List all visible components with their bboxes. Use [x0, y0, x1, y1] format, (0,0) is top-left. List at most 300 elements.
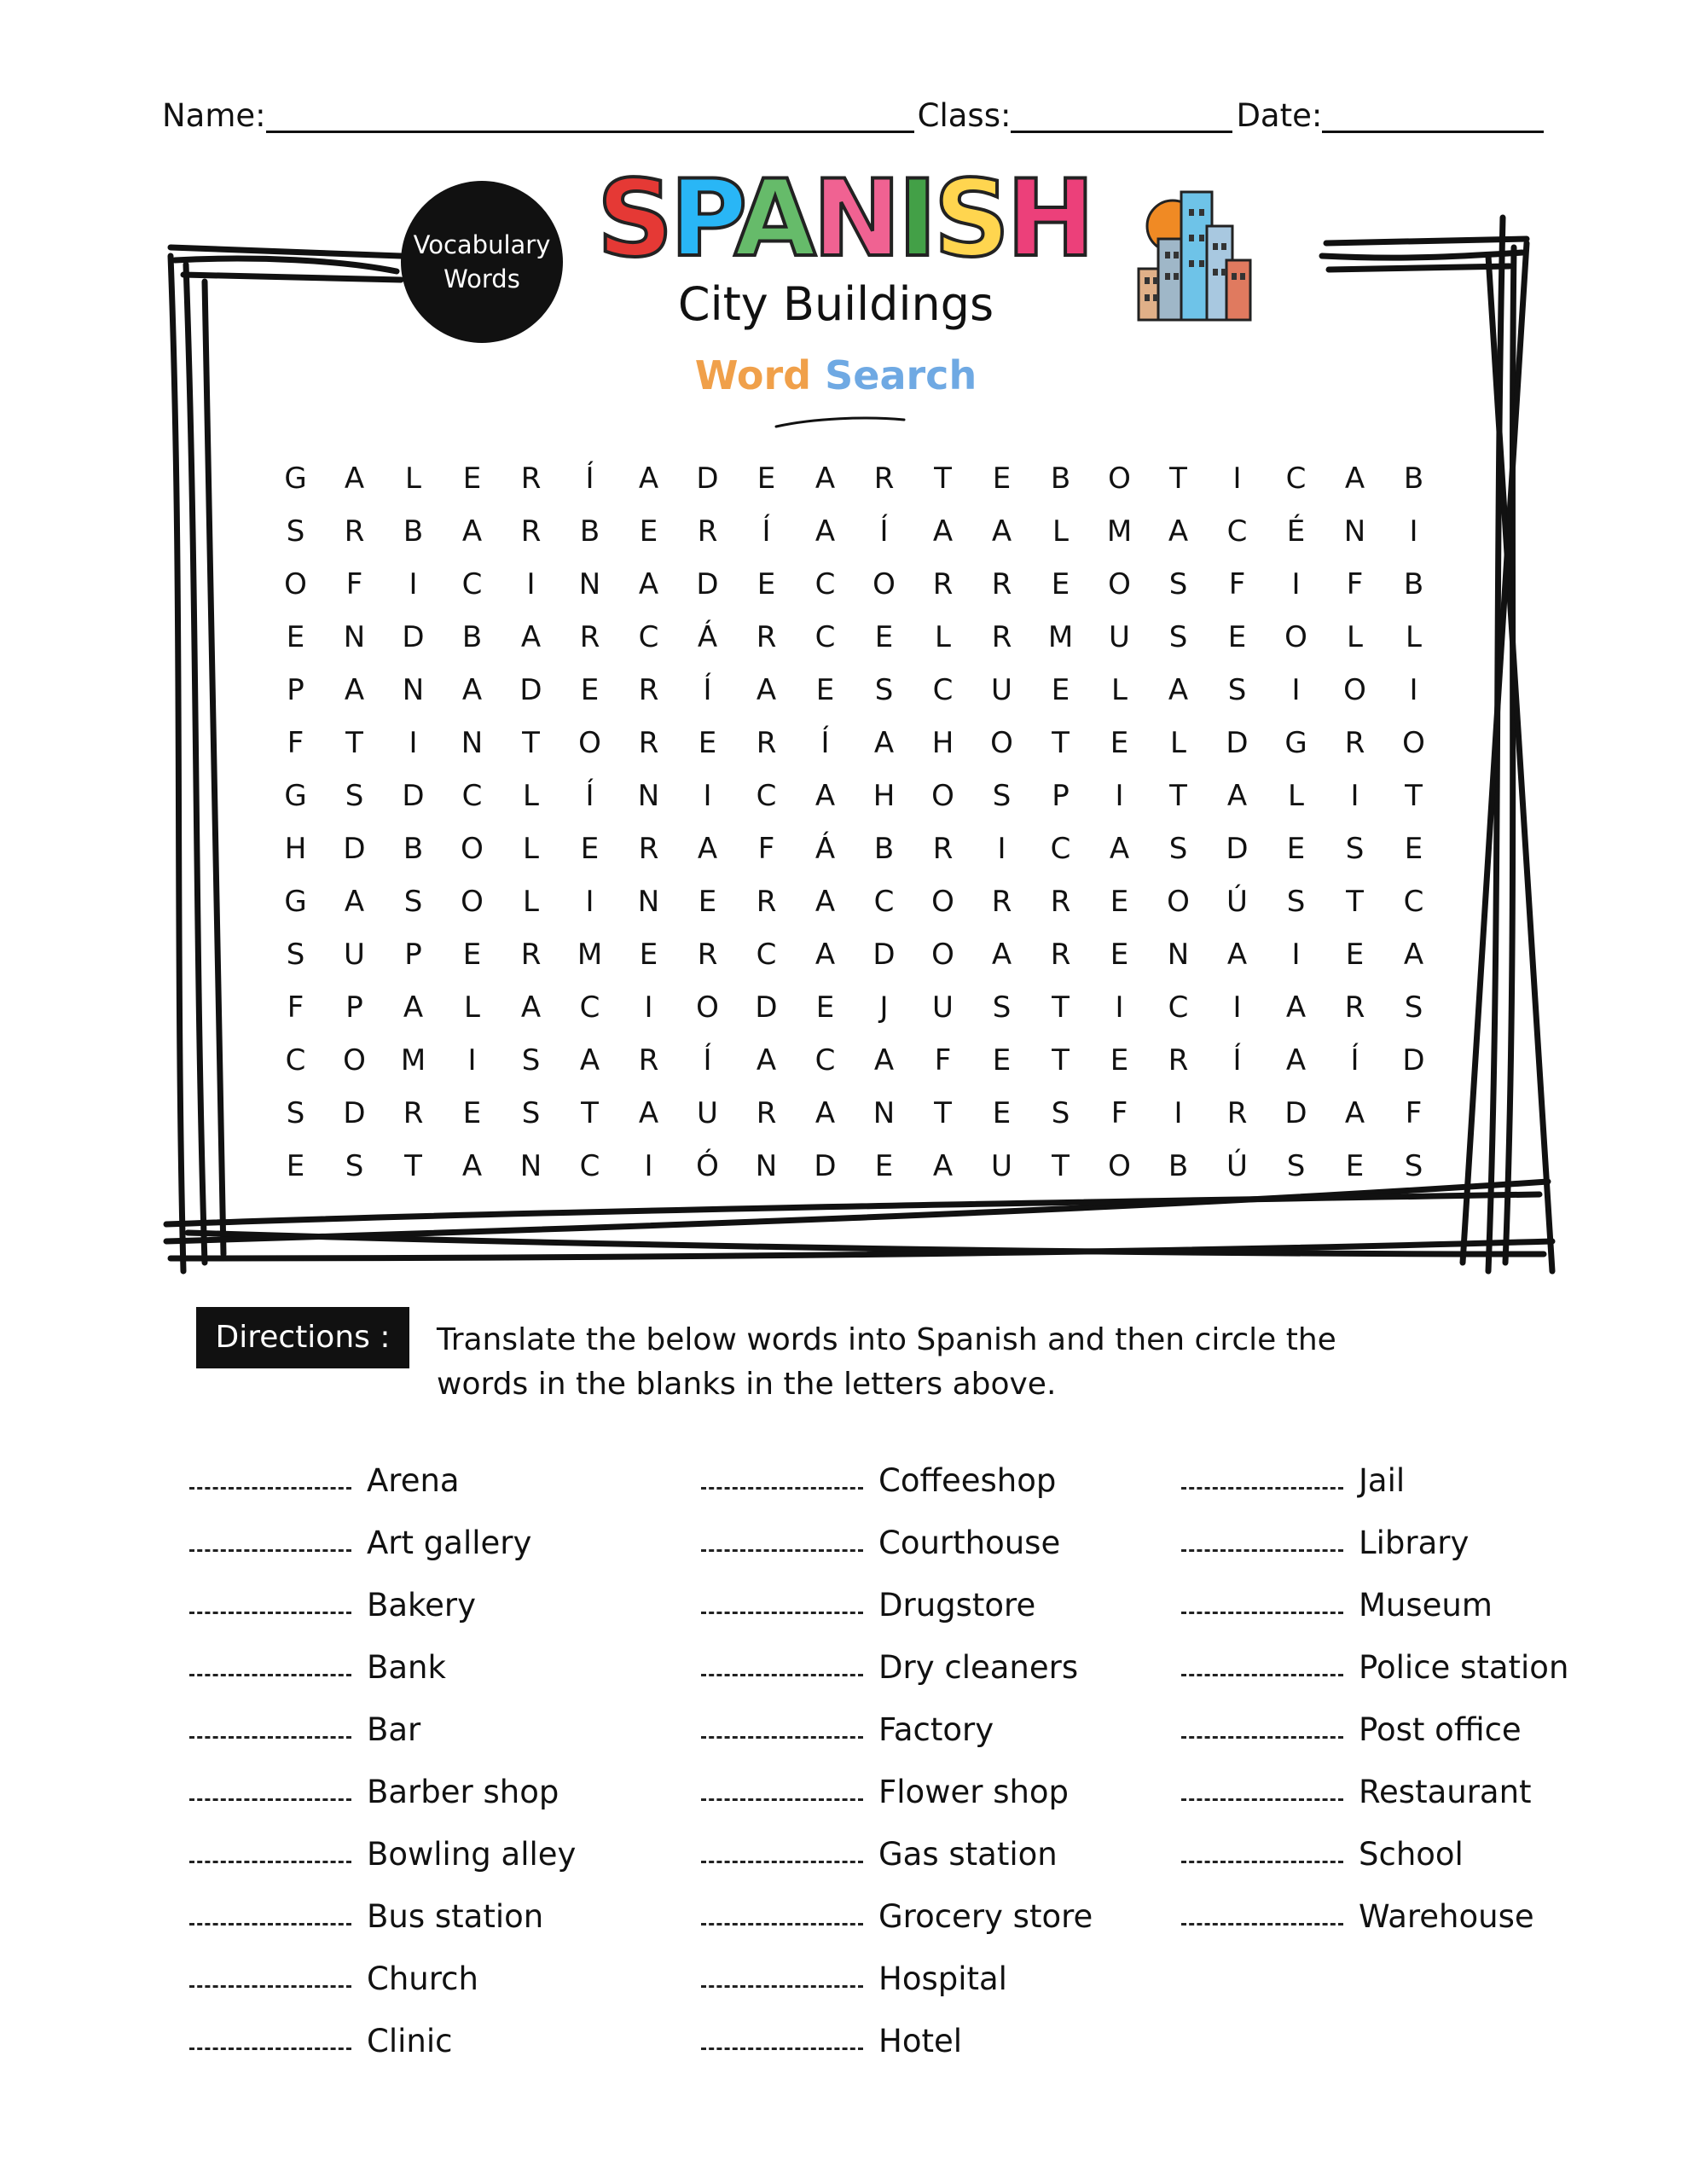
grid-letter[interactable]: N [872, 1096, 896, 1130]
grid-letter[interactable]: T [1052, 1149, 1070, 1183]
answer-blank[interactable] [701, 1524, 863, 1552]
grid-letter[interactable]: R [1344, 726, 1365, 760]
grid-letter[interactable]: O [1343, 673, 1366, 707]
grid-letter[interactable]: Í [703, 1043, 712, 1077]
grid-letter[interactable]: S [403, 885, 423, 919]
grid-letter[interactable]: C [815, 620, 836, 654]
answer-blank[interactable] [1181, 1897, 1343, 1926]
grid-letter[interactable]: D [872, 938, 896, 972]
grid-letter[interactable]: C [579, 1149, 600, 1183]
grid-letter[interactable]: S [1286, 1149, 1306, 1183]
grid-letter[interactable]: P [287, 673, 304, 707]
grid-letter[interactable]: O [1108, 1149, 1131, 1183]
grid-letter[interactable]: P [345, 990, 363, 1025]
grid-letter[interactable]: L [1111, 673, 1128, 707]
grid-letter[interactable]: Ú [1226, 885, 1248, 919]
grid-letter[interactable]: I [585, 885, 594, 919]
grid-letter[interactable]: D [1226, 832, 1249, 866]
answer-blank[interactable] [189, 1711, 351, 1739]
grid-letter[interactable]: O [1108, 462, 1131, 496]
grid-letter[interactable]: R [1050, 938, 1071, 972]
grid-letter[interactable]: E [286, 1149, 305, 1183]
grid-letter[interactable]: C [756, 779, 777, 813]
grid-letter[interactable]: A [1168, 673, 1189, 707]
answer-blank[interactable] [701, 1897, 863, 1926]
grid-letter[interactable]: A [344, 673, 365, 707]
grid-letter[interactable]: I [1350, 779, 1359, 813]
grid-letter[interactable]: A [461, 673, 483, 707]
grid-letter[interactable]: A [1285, 990, 1307, 1025]
answer-blank[interactable] [189, 1648, 351, 1676]
grid-letter[interactable]: D [402, 779, 425, 813]
grid-letter[interactable]: S [1404, 990, 1423, 1025]
grid-letter[interactable]: R [638, 673, 659, 707]
grid-letter[interactable]: E [580, 832, 600, 866]
grid-letter[interactable]: I [467, 1043, 477, 1077]
grid-letter[interactable]: I [1174, 1096, 1183, 1130]
grid-letter[interactable]: O [990, 726, 1013, 760]
grid-letter[interactable]: D [814, 1149, 837, 1183]
answer-blank[interactable] [701, 1711, 863, 1739]
grid-letter[interactable]: E [1345, 938, 1365, 972]
grid-letter[interactable]: A [344, 885, 365, 919]
grid-letter[interactable]: U [991, 673, 1012, 707]
grid-letter[interactable]: E [639, 938, 658, 972]
grid-letter[interactable]: B [461, 620, 483, 654]
grid-letter[interactable]: E [992, 1096, 1012, 1130]
grid-letter[interactable]: I [409, 567, 418, 601]
answer-blank[interactable] [1181, 1648, 1343, 1676]
grid-letter[interactable]: I [526, 567, 536, 601]
grid-letter[interactable]: E [462, 938, 482, 972]
grid-letter[interactable]: U [1109, 620, 1130, 654]
grid-letter[interactable]: C [1168, 990, 1189, 1025]
grid-letter[interactable]: R [520, 514, 542, 549]
grid-letter[interactable]: A [1226, 779, 1248, 813]
grid-letter[interactable]: L [1288, 779, 1304, 813]
answer-blank[interactable] [701, 1461, 863, 1490]
word-search-grid[interactable] [266, 452, 1443, 1193]
grid-letter[interactable]: I [1232, 462, 1242, 496]
answer-blank[interactable] [189, 2022, 351, 2050]
grid-letter[interactable]: I [1409, 514, 1418, 549]
grid-letter[interactable]: C [1050, 832, 1071, 866]
grid-letter[interactable]: Í [820, 726, 830, 760]
grid-letter[interactable]: B [1403, 567, 1424, 601]
grid-letter[interactable]: A [579, 1043, 600, 1077]
grid-letter[interactable]: A [638, 462, 659, 496]
grid-letter[interactable]: C [756, 938, 777, 972]
answer-blank[interactable] [189, 1960, 351, 1988]
grid-letter[interactable]: T [522, 726, 540, 760]
grid-letter[interactable]: S [992, 779, 1012, 813]
grid-letter[interactable]: A [1285, 1043, 1307, 1077]
grid-letter[interactable]: E [580, 673, 600, 707]
grid-letter[interactable]: D [519, 673, 542, 707]
grid-letter[interactable]: D [1402, 1043, 1425, 1077]
grid-letter[interactable]: A [991, 938, 1012, 972]
grid-letter[interactable]: R [756, 885, 777, 919]
grid-letter[interactable]: Í [762, 514, 771, 549]
grid-letter[interactable]: R [1226, 1096, 1248, 1130]
answer-blank[interactable] [1181, 1524, 1343, 1552]
grid-letter[interactable]: O [872, 567, 896, 601]
grid-letter[interactable]: L [1406, 620, 1422, 654]
grid-letter[interactable]: R [991, 885, 1012, 919]
answer-blank[interactable] [1181, 1835, 1343, 1863]
grid-letter[interactable]: M [577, 938, 603, 972]
grid-letter[interactable]: T [1346, 885, 1364, 919]
grid-letter[interactable]: L [523, 832, 539, 866]
answer-blank[interactable] [701, 1773, 863, 1801]
grid-letter[interactable]: S [286, 514, 305, 549]
grid-letter[interactable]: Í [585, 779, 594, 813]
grid-letter[interactable]: B [579, 514, 600, 549]
grid-letter[interactable]: S [1404, 1149, 1423, 1183]
grid-letter[interactable]: L [1052, 514, 1069, 549]
grid-letter[interactable]: F [1346, 567, 1364, 601]
grid-letter[interactable]: I [1291, 938, 1301, 972]
answer-blank[interactable] [1181, 1773, 1343, 1801]
grid-letter[interactable]: A [815, 514, 836, 549]
grid-letter[interactable]: R [873, 462, 895, 496]
grid-letter[interactable]: N [519, 1149, 542, 1183]
grid-letter[interactable]: C [932, 673, 954, 707]
grid-letter[interactable]: E [1110, 1043, 1129, 1077]
grid-letter[interactable]: D [696, 567, 719, 601]
grid-letter[interactable]: O [578, 726, 601, 760]
grid-letter[interactable]: D [402, 620, 425, 654]
grid-letter[interactable]: R [932, 832, 954, 866]
grid-letter[interactable]: B [1050, 462, 1071, 496]
grid-letter[interactable]: A [1344, 1096, 1365, 1130]
grid-letter[interactable]: E [757, 462, 776, 496]
grid-letter[interactable]: C [285, 1043, 306, 1077]
grid-letter[interactable]: S [1051, 1096, 1070, 1130]
grid-letter[interactable]: M [1047, 620, 1074, 654]
grid-letter[interactable]: P [404, 938, 422, 972]
grid-letter[interactable]: I [644, 1149, 653, 1183]
grid-letter[interactable]: N [343, 620, 366, 654]
grid-letter[interactable]: S [1168, 832, 1188, 866]
grid-letter[interactable]: Í [1350, 1043, 1359, 1077]
grid-letter[interactable]: S [521, 1043, 541, 1077]
answer-blank[interactable] [189, 1586, 351, 1614]
grid-letter[interactable]: H [872, 779, 896, 813]
answer-blank[interactable] [701, 1835, 863, 1863]
grid-letter[interactable]: R [1050, 885, 1071, 919]
grid-letter[interactable]: E [698, 726, 717, 760]
grid-letter[interactable]: Á [697, 620, 718, 654]
grid-letter[interactable]: I [1409, 673, 1418, 707]
answer-blank[interactable] [189, 1835, 351, 1863]
grid-letter[interactable]: U [344, 938, 365, 972]
grid-letter[interactable]: Ú [1226, 1149, 1248, 1183]
grid-letter[interactable]: C [579, 990, 600, 1025]
grid-letter[interactable]: E [992, 462, 1012, 496]
grid-letter[interactable]: N [1343, 514, 1366, 549]
grid-letter[interactable]: R [756, 726, 777, 760]
grid-letter[interactable]: É [1286, 514, 1306, 549]
grid-letter[interactable]: E [874, 620, 894, 654]
grid-letter[interactable]: U [697, 1096, 718, 1130]
grid-letter[interactable]: O [931, 885, 954, 919]
grid-letter[interactable]: G [1284, 726, 1307, 760]
grid-letter[interactable]: N [637, 779, 660, 813]
grid-letter[interactable]: D [1226, 726, 1249, 760]
grid-letter[interactable]: M [400, 1043, 426, 1077]
grid-letter[interactable]: F [287, 990, 304, 1025]
answer-blank[interactable] [701, 1586, 863, 1614]
grid-letter[interactable]: D [696, 462, 719, 496]
grid-letter[interactable]: B [873, 832, 895, 866]
grid-letter[interactable]: L [1347, 620, 1363, 654]
grid-letter[interactable]: A [1168, 514, 1189, 549]
grid-letter[interactable]: O [931, 779, 954, 813]
grid-letter[interactable]: T [934, 1096, 952, 1130]
grid-letter[interactable]: T [1169, 462, 1187, 496]
grid-letter[interactable]: L [1170, 726, 1186, 760]
grid-letter[interactable]: Í [703, 673, 712, 707]
grid-letter[interactable]: R [638, 832, 659, 866]
grid-letter[interactable]: P [1052, 779, 1070, 813]
grid-letter[interactable]: R [344, 514, 365, 549]
grid-letter[interactable]: E [1110, 885, 1129, 919]
grid-letter[interactable]: R [579, 620, 600, 654]
grid-letter[interactable]: D [755, 990, 778, 1025]
grid-letter[interactable]: A [638, 1096, 659, 1130]
grid-letter[interactable]: T [1052, 990, 1070, 1025]
grid-letter[interactable]: O [343, 1043, 366, 1077]
grid-letter[interactable]: S [992, 990, 1012, 1025]
grid-letter[interactable]: A [1226, 938, 1248, 972]
grid-letter[interactable]: H [931, 726, 954, 760]
grid-letter[interactable]: O [1167, 885, 1190, 919]
grid-letter[interactable]: R [932, 567, 954, 601]
grid-letter[interactable]: O [696, 990, 719, 1025]
grid-letter[interactable]: C [815, 1043, 836, 1077]
grid-letter[interactable]: S [286, 1096, 305, 1130]
grid-letter[interactable]: A [697, 832, 718, 866]
grid-letter[interactable]: A [756, 1043, 777, 1077]
grid-letter[interactable]: B [403, 514, 424, 549]
grid-letter[interactable]: R [1168, 1043, 1189, 1077]
answer-blank[interactable] [189, 1773, 351, 1801]
grid-letter[interactable]: S [345, 779, 364, 813]
grid-letter[interactable]: L [464, 990, 480, 1025]
grid-letter[interactable]: A [815, 462, 836, 496]
grid-letter[interactable]: R [520, 938, 542, 972]
grid-letter[interactable]: U [932, 990, 954, 1025]
grid-letter[interactable]: A [815, 885, 836, 919]
grid-letter[interactable]: C [461, 779, 483, 813]
grid-letter[interactable]: A [873, 1043, 895, 1077]
grid-letter[interactable]: C [1285, 462, 1307, 496]
grid-letter[interactable]: O [1402, 726, 1425, 760]
answer-blank[interactable] [1181, 1711, 1343, 1739]
grid-letter[interactable]: A [344, 462, 365, 496]
grid-letter[interactable]: B [1403, 462, 1424, 496]
grid-letter[interactable]: Á [815, 832, 836, 866]
grid-letter[interactable]: E [874, 1149, 894, 1183]
grid-letter[interactable]: F [287, 726, 304, 760]
grid-letter[interactable]: R [991, 620, 1012, 654]
grid-letter[interactable]: E [1110, 726, 1129, 760]
grid-letter[interactable]: F [1405, 1096, 1423, 1130]
grid-letter[interactable]: S [286, 938, 305, 972]
grid-letter[interactable]: A [461, 514, 483, 549]
grid-letter[interactable]: C [873, 885, 895, 919]
grid-letter[interactable]: I [703, 779, 712, 813]
grid-letter[interactable]: O [461, 832, 484, 866]
grid-letter[interactable]: C [638, 620, 659, 654]
grid-letter[interactable]: I [1291, 567, 1301, 601]
answer-blank[interactable] [189, 1897, 351, 1926]
grid-letter[interactable]: T [581, 1096, 599, 1130]
grid-letter[interactable]: C [1403, 885, 1424, 919]
answer-blank[interactable] [189, 1524, 351, 1552]
grid-letter[interactable]: E [1110, 938, 1129, 972]
grid-letter[interactable]: G [284, 885, 307, 919]
grid-letter[interactable]: D [1284, 1096, 1307, 1130]
grid-letter[interactable]: T [1169, 779, 1187, 813]
grid-letter[interactable]: A [1109, 832, 1130, 866]
grid-letter[interactable]: E [992, 1043, 1012, 1077]
grid-letter[interactable]: N [578, 567, 601, 601]
grid-letter[interactable]: A [932, 1149, 954, 1183]
grid-letter[interactable]: T [934, 462, 952, 496]
grid-letter[interactable]: S [345, 1149, 364, 1183]
grid-letter[interactable]: H [284, 832, 307, 866]
grid-letter[interactable]: C [461, 567, 483, 601]
grid-letter[interactable]: A [1344, 462, 1365, 496]
grid-letter[interactable]: S [1286, 885, 1306, 919]
grid-letter[interactable]: I [1115, 990, 1124, 1025]
answer-blank[interactable] [189, 1461, 351, 1490]
grid-letter[interactable]: A [932, 514, 954, 549]
grid-letter[interactable]: E [1404, 832, 1423, 866]
grid-letter[interactable]: L [935, 620, 951, 654]
grid-letter[interactable]: R [638, 1043, 659, 1077]
grid-letter[interactable]: B [403, 832, 424, 866]
answer-blank[interactable] [1181, 1586, 1343, 1614]
grid-letter[interactable]: F [345, 567, 363, 601]
grid-letter[interactable]: A [1403, 938, 1424, 972]
grid-letter[interactable]: L [523, 779, 539, 813]
grid-letter[interactable]: C [815, 567, 836, 601]
grid-letter[interactable]: E [815, 673, 835, 707]
grid-letter[interactable]: U [991, 1149, 1012, 1183]
answer-blank[interactable] [701, 1960, 863, 1988]
grid-letter[interactable]: T [404, 1149, 422, 1183]
grid-letter[interactable]: N [402, 673, 425, 707]
grid-letter[interactable]: R [638, 726, 659, 760]
grid-letter[interactable]: N [637, 885, 660, 919]
grid-letter[interactable]: E [815, 990, 835, 1025]
grid-letter[interactable]: A [638, 567, 659, 601]
grid-letter[interactable]: S [874, 673, 894, 707]
grid-letter[interactable]: A [756, 673, 777, 707]
grid-letter[interactable]: S [1345, 832, 1365, 866]
grid-letter[interactable]: E [1286, 832, 1306, 866]
grid-letter[interactable]: A [991, 514, 1012, 549]
grid-letter[interactable]: Í [879, 514, 889, 549]
grid-letter[interactable]: J [879, 990, 889, 1025]
grid-letter[interactable]: A [520, 620, 542, 654]
grid-letter[interactable]: N [1167, 938, 1190, 972]
grid-letter[interactable]: N [461, 726, 484, 760]
grid-letter[interactable]: R [403, 1096, 424, 1130]
grid-letter[interactable]: L [405, 462, 421, 496]
grid-letter[interactable]: O [461, 885, 484, 919]
answer-blank[interactable] [1181, 1461, 1343, 1490]
grid-letter[interactable]: L [523, 885, 539, 919]
grid-letter[interactable]: E [462, 462, 482, 496]
grid-letter[interactable]: I [644, 990, 653, 1025]
grid-letter[interactable]: I [1291, 673, 1301, 707]
grid-letter[interactable]: Í [1232, 1043, 1242, 1077]
grid-letter[interactable]: S [1227, 673, 1247, 707]
grid-letter[interactable]: N [755, 1149, 778, 1183]
grid-letter[interactable]: R [697, 514, 718, 549]
grid-letter[interactable]: F [934, 1043, 952, 1077]
grid-letter[interactable]: D [343, 832, 366, 866]
grid-letter[interactable]: G [284, 462, 307, 496]
grid-letter[interactable]: R [1344, 990, 1365, 1025]
grid-letter[interactable]: S [1168, 567, 1188, 601]
grid-letter[interactable]: Ó [696, 1149, 719, 1183]
grid-letter[interactable]: A [520, 990, 542, 1025]
grid-letter[interactable]: A [873, 726, 895, 760]
grid-letter[interactable]: E [757, 567, 776, 601]
grid-letter[interactable]: R [756, 620, 777, 654]
grid-letter[interactable]: T [1405, 779, 1423, 813]
grid-letter[interactable]: O [1284, 620, 1307, 654]
grid-letter[interactable]: R [991, 567, 1012, 601]
grid-letter[interactable]: R [520, 462, 542, 496]
grid-letter[interactable]: O [931, 938, 954, 972]
grid-letter[interactable]: C [1226, 514, 1248, 549]
grid-letter[interactable]: A [815, 1096, 836, 1130]
grid-letter[interactable]: E [462, 1096, 482, 1130]
answer-blank[interactable] [701, 2022, 863, 2050]
grid-letter[interactable]: G [284, 779, 307, 813]
grid-letter[interactable]: O [284, 567, 307, 601]
grid-letter[interactable]: T [1052, 1043, 1070, 1077]
grid-letter[interactable]: F [1110, 1096, 1128, 1130]
grid-letter[interactable]: I [409, 726, 418, 760]
grid-letter[interactable]: A [403, 990, 424, 1025]
grid-letter[interactable]: T [345, 726, 363, 760]
grid-letter[interactable]: S [521, 1096, 541, 1130]
grid-letter[interactable]: E [1051, 673, 1070, 707]
answer-blank[interactable] [701, 1648, 863, 1676]
grid-letter[interactable]: M [1106, 514, 1133, 549]
grid-letter[interactable]: A [815, 938, 836, 972]
grid-letter[interactable]: O [1108, 567, 1131, 601]
grid-letter[interactable]: F [757, 832, 775, 866]
grid-letter[interactable]: E [286, 620, 305, 654]
grid-letter[interactable]: Í [585, 462, 594, 496]
grid-letter[interactable]: I [1115, 779, 1124, 813]
grid-letter[interactable]: E [1051, 567, 1070, 601]
grid-letter[interactable]: A [461, 1149, 483, 1183]
grid-letter[interactable]: E [1227, 620, 1247, 654]
grid-letter[interactable]: I [997, 832, 1006, 866]
grid-letter[interactable]: R [697, 938, 718, 972]
grid-letter[interactable]: E [639, 514, 658, 549]
grid-letter[interactable]: S [1168, 620, 1188, 654]
